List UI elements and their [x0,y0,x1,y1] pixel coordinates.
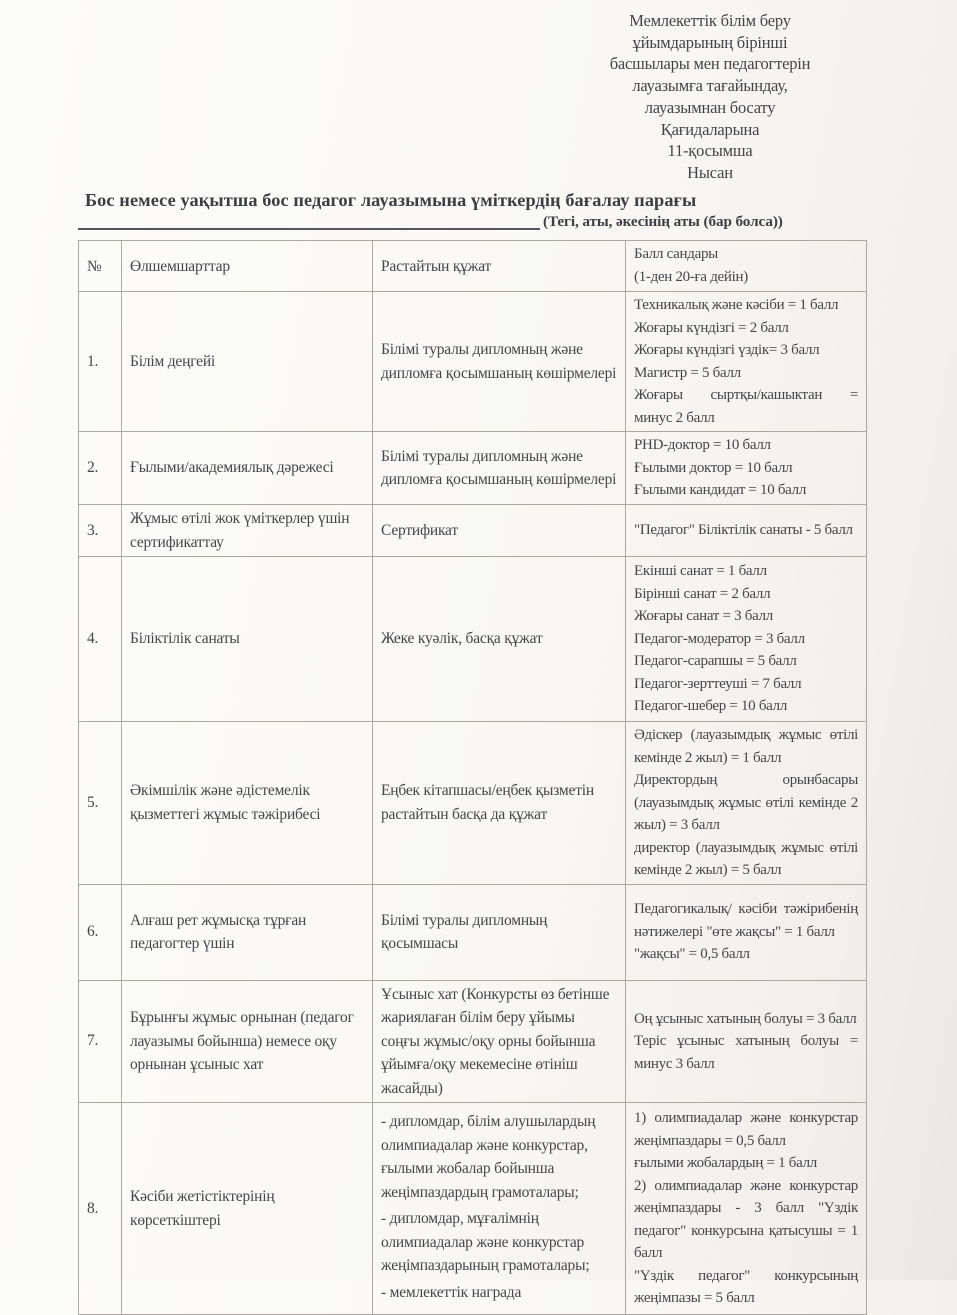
header-points-line: Балл сандары [634,246,718,262]
points-option: Бірінші санат = 2 балл [634,585,771,602]
document-paragraph: Білімі туралы дипломның қосымшасы [381,911,548,952]
table-row [79,292,867,432]
points-option: Жоғары күндізгі = 2 балл [634,319,789,336]
document-cell [373,884,626,980]
points-option: 1) олимпиадалар және конкурстар жеңімпаздары = 0,5 балл [634,1110,858,1149]
points-option: Директордың орынбасары (лауазымдық жұмыс өтілі кемінде 2 жыл) = 3 балл [634,772,858,833]
document-cell [373,505,626,557]
document-cell [373,557,626,722]
table-header-row [79,241,867,292]
points-cell [626,722,867,885]
points-option: Ғылыми кандидат = 10 балл [634,482,807,499]
criteria-cell: Білім деңгейі [122,292,373,432]
document-paragraph: Білімі туралы дипломның және дипломға қосымшаның көшірмелері [381,341,617,382]
points-option: Оң ұсыныс хатының болуы = 3 балл [634,1010,857,1027]
criteria-cell: Біліктілік санаты [122,557,373,722]
points-option: "Педагог" Біліктілік санаты - 5 балл [634,522,853,539]
document-cell [373,292,626,432]
page-title: Бос немесе уақытша бос педагог лауазымына үміткердің бағалау парағы [85,190,697,210]
document-cell [373,980,626,1103]
approval-reference-block [553,10,867,184]
approval-line: басшылары мен педагогтерін [609,54,811,74]
points-option: Педагог-сарапшы = 5 балл [634,653,797,670]
criteria-cell: Ғылыми/академиялық дәрежесі [122,432,373,505]
document-paragraph: Ұсыныс хат (Конкурсты өз бетінше жариялаған білім беру ұйымы соңғы жұмыс/оқу орны бойынша ұйымға/оқу мекемесіне өтініш жасайды) [381,985,610,1097]
points-option: директор (лауазымдық жұмыс өтілі кемінде 2 жыл) = 5 балл [634,839,858,878]
table-row [79,980,867,1103]
points-option: Жоғары сыртқы/кашыктан = [634,387,858,403]
approval-line: Мемлекеттік білім беру [629,11,791,30]
table-row [79,432,867,505]
points-cell [626,292,867,432]
points-cell [626,557,867,722]
criteria-cell: Жұмыс өтілі жок үміткерлер үшін сертификаттау [122,505,373,557]
name-blank-underline [78,228,540,230]
table-row [79,557,867,722]
evaluation-table [78,240,867,1315]
points-option: Педагогикалық/ кәсіби тәжірибенің нәтижелері "өте жақсы" = 1 балл [634,901,858,940]
points-option: Жоғары санат = 3 балл [634,608,773,625]
document-paragraph: - дипломдар, мұғалімнің олимпиадалар және конкурстар жеңімпаздарының грамоталары; [381,1210,590,1274]
row-number: 5. [79,722,122,885]
points-option: Техникалық және кәсіби = 1 балл [634,297,839,313]
header-points [626,241,867,292]
header-criteria: Өлшемшарттар [122,241,373,292]
approval-line: ұйымдарының бірінші [632,32,788,52]
points-option: PHD-доктор = 10 балл [634,437,771,454]
points-option: "Үздік педагог" конкурсының жеңімпазы = 5 балл [634,1267,858,1307]
points-option: Екінші санат = 1 балл [634,563,767,580]
form-label: Нысан [687,162,733,182]
points-option: Әдіскер (лауазымдық жұмыс өтілі кемінде 2 жыл) = 1 балл [634,727,858,766]
row-number: 1. [79,292,122,432]
table-row [79,1103,867,1315]
approval-line: Қағидаларына [660,119,760,139]
criteria-cell: Кәсіби жетістіктерінің көрсеткіштері [122,1103,373,1315]
document-paragraph: Жеке куәлік, басқа құжат [381,630,543,648]
points-cell [626,980,867,1103]
points-cell [626,432,867,505]
points-option: Жоғары күндізгі үздік= 3 балл [634,342,820,358]
points-option: ғылыми жобалардың = 1 балл [634,1155,817,1172]
table-row [79,884,867,980]
points-option: Теріс ұсыныс хатының болуы = минус 3 балл [634,1033,858,1072]
document-cell [373,432,626,505]
document-paragraph: Еңбек кітапшасы/еңбек қызметін растайтын басқа да құжат [381,782,594,823]
points-option: "жақсы" = 0,5 балл [634,946,750,963]
table-row [79,505,867,557]
points-cell [626,884,867,980]
points-option: минус 2 балл [634,409,715,426]
row-number: 2. [79,432,122,505]
header-points-line: (1-ден 20-ға дейін) [634,269,748,285]
row-number: 8. [79,1103,122,1315]
points-option: Педагог-шебер = 10 балл [634,698,788,715]
header-document: Растайтын құжат [373,241,626,292]
points-cell [626,1103,867,1315]
document-paragraph: - мемлекеттік награда [381,1283,522,1301]
approval-line: лауазымға тағайындау, [632,76,788,96]
document-cell [373,1103,626,1315]
row-number: 6. [79,884,122,980]
name-hint-label: (Тегі, аты, әкесінің аты (бар болса)) [543,213,783,230]
points-option: Ғылыми доктор = 10 балл [634,459,793,476]
row-number: 4. [79,557,122,722]
criteria-cell: Алғаш рет жұмысқа тұрған педагогтер үшін [122,884,373,980]
appendix-number: 11-қосымша [667,141,753,161]
points-option: Педагог-зерттеуші = 7 балл [634,675,802,692]
points-option: 2) олимпиадалар және конкурстар жеңімпаздары - 3 балл "Үздік педагог" конкурсына қатысушы = 1 балл [634,1177,858,1262]
document-paragraph: - дипломдар, білім алушылардың олимпиадалар және конкурстар, ғылыми жобалар бойынша жеңімпаздардың грамоталары; [381,1113,596,1201]
approval-line: лауазымнан босату [644,97,776,117]
row-number: 3. [79,505,122,557]
row-number: 7. [79,980,122,1103]
criteria-cell: Әкімшілік және әдістемелік қызметтегі жұмыс тәжірибесі [122,722,373,885]
document-paragraph: Білімі туралы дипломның және дипломға қосымшаның көшірмелері [381,447,617,488]
table-row [79,722,867,885]
points-option: Магистр = 5 балл [634,364,741,381]
criteria-cell: Бұрынғы жұмыс орнынан (педагог лауазымы бойынша) немесе оқу орнынан ұсыныс хат [122,980,373,1103]
document-paragraph: Сертификат [381,521,458,539]
points-cell [626,505,867,557]
points-option: Педагог-модератор = 3 балл [634,630,805,647]
document-cell [373,722,626,885]
header-num: № [79,241,122,292]
